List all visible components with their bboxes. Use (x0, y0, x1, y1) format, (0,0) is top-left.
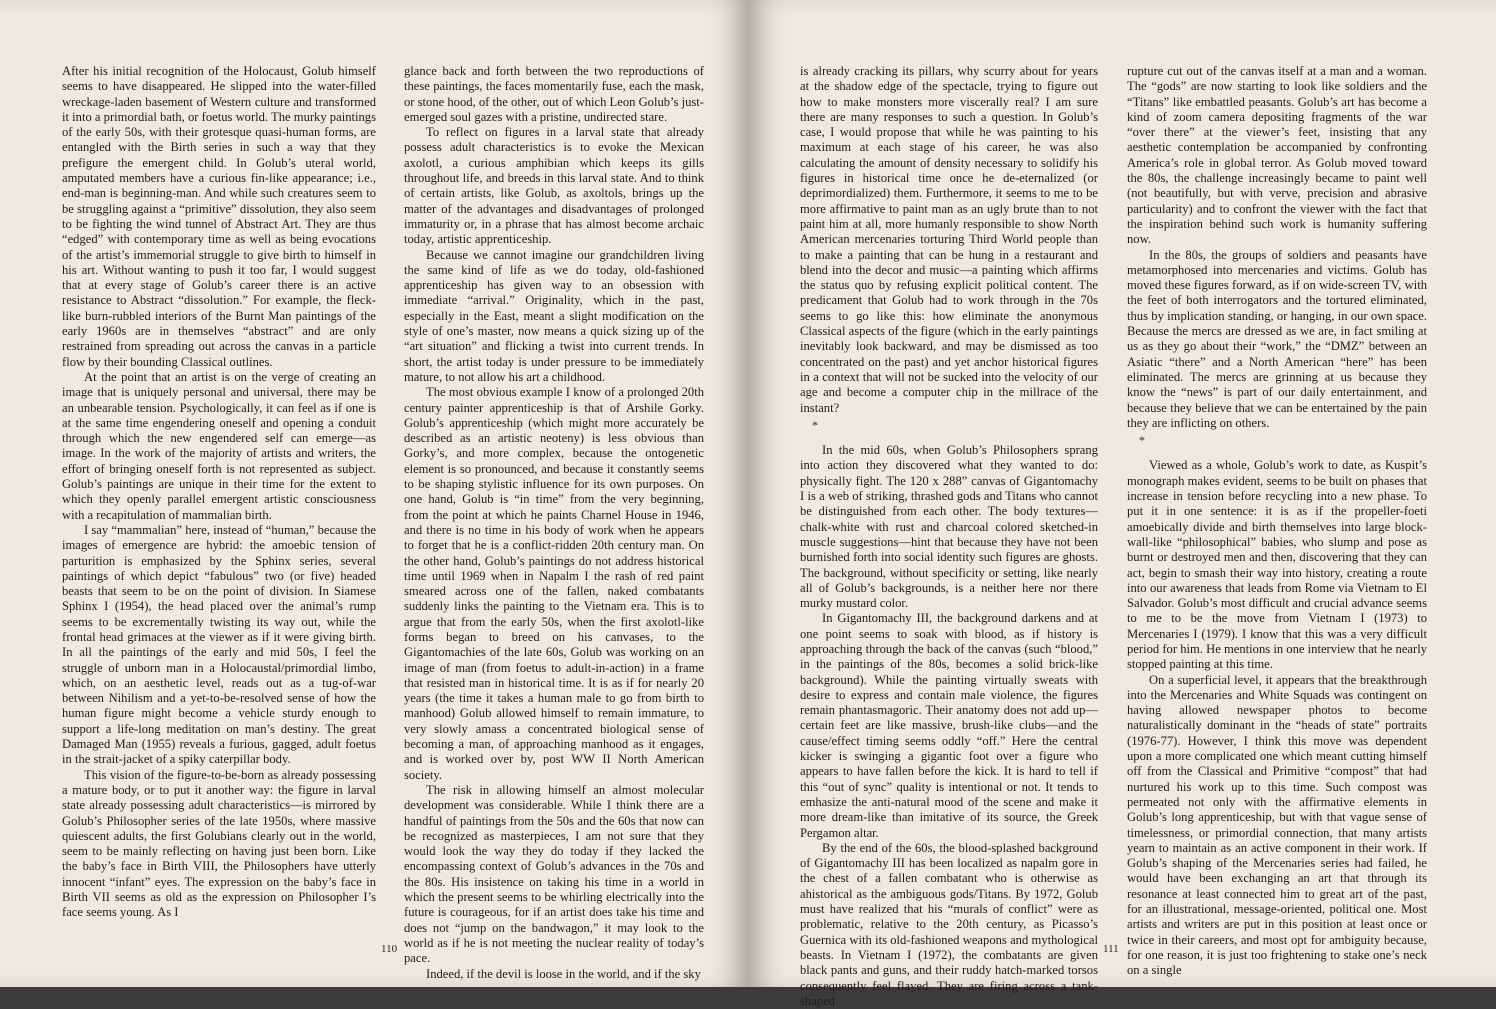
paragraph: Viewed as a whole, Golub’s work to date, as Kuspit’s monograph makes evident, seems to be built on phases that increase in tension before recycling into a new phase. To put it in one sentence: it is as if the propeller-foeti amoebically divide and birth themselves into large block-wall-like “philosophical” babies, who slump and pose as burnt or destroyed men and then, discovering that they can act, begin to smash their way into history, creating a route into our awareness that leads from Rome via Vietnam to El Salvador. Golub’s most difficult and crucial advance seems to me to be the move from Vietnam I (1973) to Mercenaries I (1979). I know that this was a very difficult period for him. He mentions in one interview that he nearly stopped painting at this time. (1127, 458, 1427, 672)
section-separator: * (812, 417, 818, 432)
left-page-column-1 (62, 64, 376, 924)
paragraph: This vision of the figure-to-be-born as already possessing a mature body, or to put it another way: the figure in larval state already possessing adult characteristics—is mirrored by Golub’s Philosopher series of the late 1950s, where massive quiescent adults, the first Golubians clearly out in the world, seem to be mainly reflecting on having just been born. Like the baby’s face in Birth VIII, the Philosophers have utterly innocent “infant” eyes. The expression on the baby’s face in Birth VII seems as old as the expression on Philosopher I’s face seems young. As I (62, 767, 376, 920)
paragraph: In the 80s, the groups of soldiers and peasants have metamorphosed into mercenaries and victims. Golub has moved these figures forward, as if on wide-screen TV, with the feet of both interrogators and the tortured eliminated, thus by implication standing, or hanging, in our own space. Because the mercs are dressed as we are, in fact smiling at us as they go about their “work,” the “DMZ” between an Asiatic “there” and a North American “here” has been eliminated. The mercs are grinning at us because they know the “news” is part of our daily entertainment, and because they believe that we can be entertained by the pain they are inflicting on others. (1127, 247, 1427, 430)
paragraph: By the end of the 60s, the blood-splashed background of Gigantomachy III has been localized as napalm gore in the chest of a fallen combatant who is otherwise as ahistorical as the ambiguous gods/Titans. By 1972, Golub must have realized that his “murals of conflict” were as problematic, relative to the 20th century, as Picasso’s Guernica with its old-fashioned weapons and mythological beasts. In Vietnam I (1972), the combatants are given black pants and guns, and their ruddy hatch-marked torsos consequently feel flayed. They are firing across a tank-shaped (800, 840, 1098, 1008)
paragraph: To reflect on figures in a larval state that already possess adult characteristics is to evoke the Mexican axolotl, a curious amphibian which keeps its gills throughout life, and breeds in this larval state. And to think of certain artists, like Golub, as axoltols, brings up the matter of the advantages and disadvantages of prolonged immaturity or, in a phrase that has almost become archaic today, artistic apprenticeship. (404, 125, 704, 247)
page-number: 110 (381, 943, 398, 955)
paragraph: I say “mammalian” here, instead of “human,” because the images of emergence are hybrid: the amoebic tension of parturition is emphasized by the Sphinx series, several paintings of which depict “fabulous” two (or five) headed beasts that seem to be on the point of division. In Siamese Sphinx I (1954), the head placed over the animal’s rump seems to be excrementally twisting its way out, while the frontal head grimaces at the viewer as if it were giving birth. In all the paintings of the early and mid 50s, I feel the struggle of unborn man in a Holocaustal/primordial limbo, which, on an aesthetic level, reads out as a tug-of-war between Nihilism and a yet-to-be-resolved sense of how the human figure might become a vehicle sturdy enough to support a life-long meditation on man’s destiny. The great Damaged Man (1955) reveals a furious, gagged, adult foetus in the strait-jacket of a spiky caterpillar body. (62, 522, 376, 767)
page-number: 111 (1103, 943, 1119, 955)
paragraph: In Gigantomachy III, the background darkens and at one point seems to soak with blood, as if history is approaching through the back of the canvas (such “blood,” in the paintings of the 80s, becomes a solid brick-like background). While the painting virtually sweats with desire to express and contain male violence, the figures remain phantasmagoric. Their anatomy does not add up—certain feet are like massive, brush-like clubs—and the cause/effect timing seems oddly “off.” Here the central kicker is swinging a gigantic foot over a figure who appears to have fallen before the kick. It is hard to tell if this “out of sync” quality is intentional or not. It tends to emhasize the anti-natural mood of the scene and make it more dream-like than imitative of its source, the Greek Pergamon altar. (800, 611, 1098, 840)
right-page-column-1 (800, 64, 1098, 1008)
paragraph: glance back and forth between the two reproductions of these paintings, the faces momentarily fuse, each the mask, or stone hood, of the other, out of which Leon Golub’s just-emerged soul gazes with a pristine, undirected stare. (404, 64, 704, 124)
paragraph: After his initial recognition of the Holocaust, Golub himself seems to have disappeared. He slipped into the water-filled wreckage-laden basement of Western culture and transformed it into a primordial bath, or foetus world. The murky paintings of the early 50s, with their grotesque quasi-human forms, are entangled with the Birth series in such a way that they prefigure the emergent child. In Golub’s uteral world, amputated members have a curious fin-like appearance; i.e., end-man is beginning-man. And while such creatures seem to be struggling against a “primitive” dissolution, they also seem to be fighting the wind tunnel of Abstract Art. They are thus “edged” with contemporary time as well as being evocations of the artist’s immemorial struggle to give birth to himself in his art. Without wanting to push it too far, I would suggest that at every stage of Golub’s career there is an active resistance to Abstract “dissolution.” For example, the fleck-like burn-rubbled interiors of the Burnt Man paintings of the early 1960s are in themselves “abstract” and are only restrained from spreading out across the canvas in a particle flow by their bounding Classical outlines. (62, 64, 376, 369)
paragraph: At the point that an artist is on the verge of creating an image that is uniquely personal and universal, there may be an unbearable tension. Psychologically, it can feel as if one is at the same time engendering oneself and opening a conduit through which the new engendered self can emerge—as image. In the work of the majority of artists and writers, the effort of bringing oneself forth is not represented as subject. Golub’s paintings are unique in their time for the extent to which they openly parallel emergent artistic consciousness with a recapitulation of mammalian birth. (62, 369, 376, 522)
left-page (0, 0, 748, 987)
paragraph: Indeed, if the devil is loose in the world, and if the sky (426, 966, 701, 981)
right-page-column-2 (1127, 64, 1427, 978)
paragraph: The risk in allowing himself an almost molecular development was considerable. While I think there are a handful of paintings from the 50s and the 60s that now can be recognized as masterpieces, I am not sure that they would look the way they do today if they lacked the encompassing context of Golub’s advances in the 70s and the 80s. His insistence on taking his time in a world in which the present seems to be whirling electrically into the future is courageous, for if an artist does take his time and does not “jump on the bandwagon,” it may look to the world as if he is not meeting the nuclear reality of today’s pace. (404, 782, 704, 966)
paragraph: The most obvious example I know of a prolonged 20th century painter apprenticeship is that of Arshile Gorky. Golub’s apprenticeship (which might more accurately be described as an artistic neoteny) is less obvious than Gorky’s, and more complex, because the ontogenetic element is so pronounced, and because it constantly seems to be shaping stylistic influence for its own purposes. On one hand, Golub is “in time” from the very beginning, from the point at which he paints Charnel House in 1946, and there is no time in his body of work when he appears to forget that he is a conflict-ridden 20th century man. On the other hand, Golub’s paintings do not address historical time until 1969 when in Napalm I the rash of red paint smeared across one of the fallen, naked combatants suddenly links the painting to the Vietnam era. This is to argue that from the early 50s, when the first axolotl-like forms began to breed on his canvases, to the Gigantomachies of the late 60s, Golub was working on an image of man (from foetus to adult-in-action) in a frame that resisted man in historical time. It is as if for nearly 20 years (the time it takes a human male to go from birth to manhood) Golub allowed himself to remain immature, to very slowly amass a concentrated biological sense of becoming a man, of approaching manhood as it engages, and is worked over by, post WW II North American society. (404, 385, 704, 782)
right-page (748, 0, 1496, 1008)
paragraph: is already cracking its pillars, why scurry about for years at the shadow edge of the spectacle, trying to figure out how to make monsters more viscerally real? I am sure there are many responses to such a question. In Golub’s case, I would propose that while he was painting to his maximum at each stage of his career, he was also calculating the amount of density necessary to solidify his figures in historical time once he de-eternalized (or deprimordialized) them. Furthermore, it seems to me to be more affirmative to paint man as an ugly brute than to not paint him at all, more humanly responsible to show North American mercenaries torturing Third World people than to make a painting that can be hung in a restaurant and blend into the decor and music—a painting which affirms the status quo by refusing explicit political content. The predicament that Golub had to work through in the 70s seems to go like this: how eliminate the anonymous Classical aspects of the figure (which in the early paintings inevitably look backward, and may be dismissed as too concentrated on the past) and yet anchor historical figures in a context that will not be sucked into the velocity of our age and become a computer chip in the millrace of the instant? (800, 64, 1098, 415)
left-page-column-2 (404, 64, 704, 981)
section-separator: * (1139, 433, 1145, 448)
paragraph: Because we cannot imagine our grandchildren living the same kind of life as we do today, old-fashioned apprenticeship has given way to an obsession with immediate “arrival.” Originality, which in the past, especially in the East, meant a slight modification on the style of one’s master, now means a quick sizing up of the “art situation” and flicking a twist into current trends. In short, the artist today is under pressure to be immediately mature, to not allow his art a childhood. (404, 247, 704, 384)
paragraph: rupture cut out of the canvas itself at a man and a woman. The “gods” are now starting to look like soldiers and the “Titans” like embattled peasants. Golub’s art has become a kind of zoom camera depositing fragments of the war “over there” at the viewer’s feet, insisting that any aesthetic contemplation be accompanied by confronting America’s role in global terror. As Golub moved toward the 80s, the challenge increasingly became to paint well (not beautifully, but with verve, precision and abrasive particularity) and to confront the viewer with the fact that the inspiration behind such work is humanity suffering now. (1127, 64, 1427, 247)
paragraph: In the mid 60s, when Golub’s Philosophers sprang into action they discovered what they wanted to do: physically fight. The 120 x 288” canvas of Gigantomachy I is a web of striking, thrashed gods and Titans who cannot be distinguished from each other. The body textures—chalk-white with rust and charcoal colored sketched-in muscle suggestions—hint that because they have not been burnished forth into social identity such figures are ghosts. The background, without specificity or setting, like nearly all of Golub’s backgrounds, is a neither here nor there murky mustard color. (800, 443, 1098, 611)
paragraph: On a superficial level, it appears that the breakthrough into the Mercenaries and White Squads was contingent on having allowed newspaper photos to become naturalistically dominant in the “heads of state” portraits (1976-77). However, I think this move was dependent upon a more complicated one which meant cutting himself off from the Classical and Primitive “compost” that had nurtured his work up to this time. Such compost was permeated not only with the affirmative elements in Golub’s long apprenticeship, but with that vague sense of timelessness, or primordial connection, that many artists yearn to maintain as an active component in their work. If Golub’s shaping of the Mercenaries series had failed, he would have been exchanging an art that through its resonance at least connected him to great art of the past, for an illustrational, message-oriented, political one. Most artists and writers are put in this position at least once or twice in their careers, and most opt for ambiguity because, for one reason, it is just too frightening to stake one’s neck on a single (1127, 672, 1427, 978)
